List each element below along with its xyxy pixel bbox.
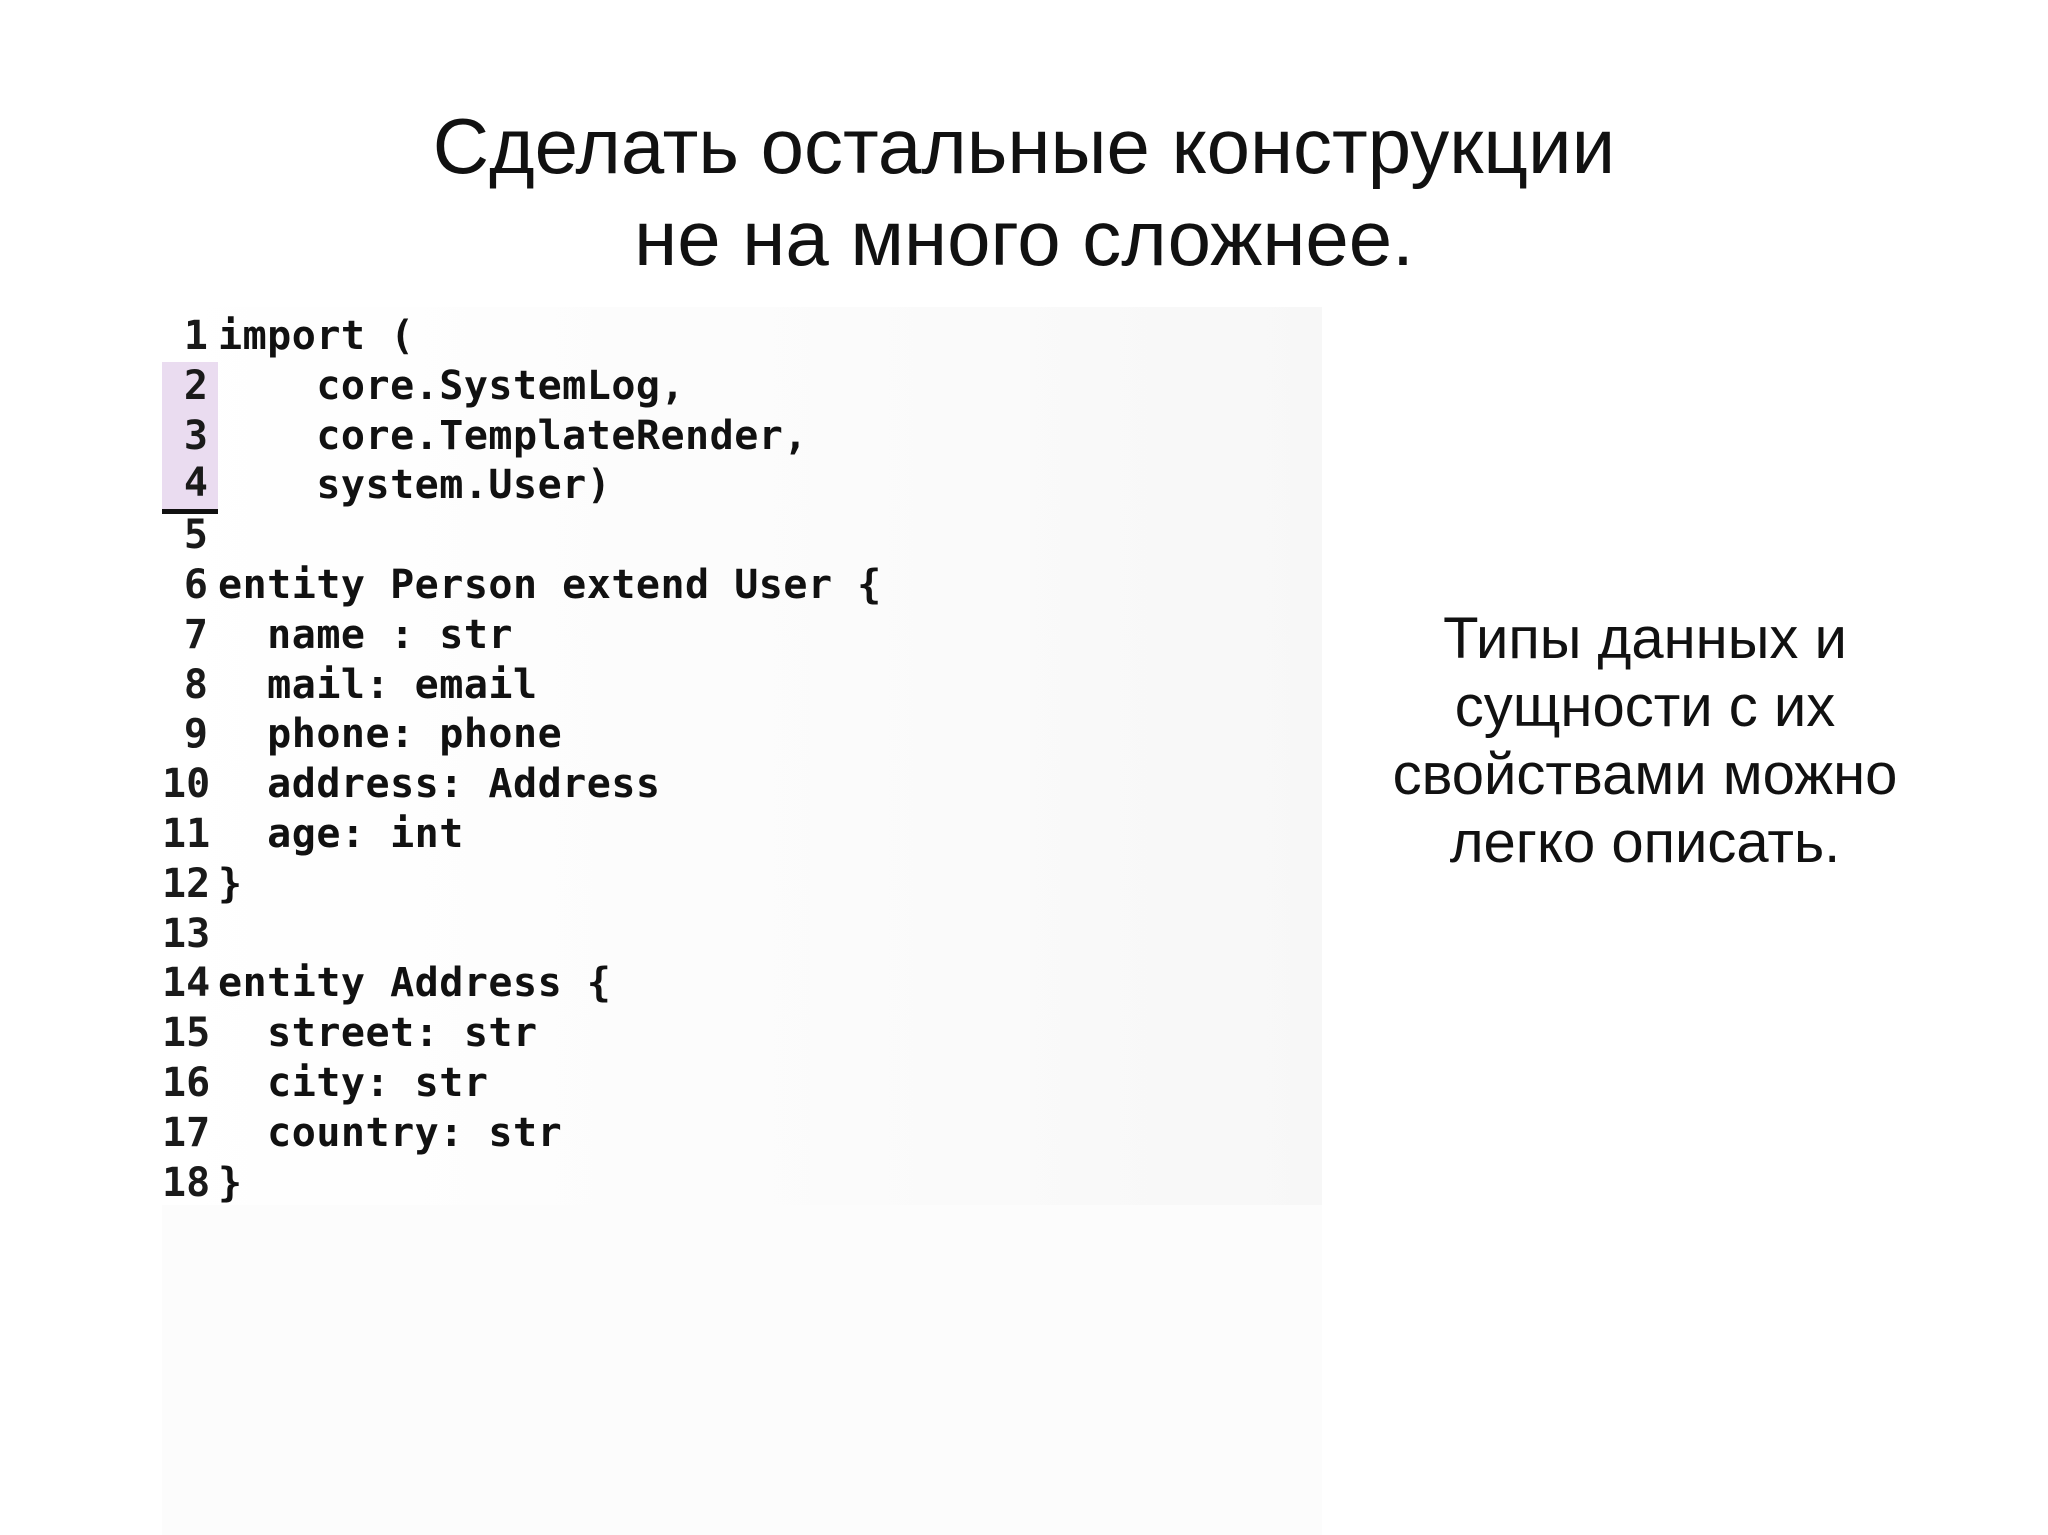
- line-number: 2: [162, 362, 218, 412]
- code-text: system.User): [218, 462, 612, 509]
- code-line: [162, 1059, 882, 1109]
- line-number: 17: [162, 1109, 211, 1156]
- code-line: [162, 860, 882, 910]
- line-number: 14: [162, 960, 211, 1007]
- code-listing: [162, 312, 882, 1208]
- code-line: [162, 511, 882, 561]
- code-line: [162, 611, 882, 661]
- code-line: [162, 461, 882, 511]
- code-text: phone: phone: [218, 711, 563, 758]
- code-text: mail: email: [218, 661, 538, 708]
- code-line: [162, 312, 882, 362]
- slide-title-line-1: Сделать остальные конструкции: [432, 102, 1616, 190]
- code-line: [162, 760, 882, 810]
- code-line: [162, 1159, 882, 1209]
- code-line: [162, 810, 882, 860]
- side-note: [1335, 605, 1955, 877]
- line-number: 4: [162, 459, 218, 514]
- code-text: entity Address {: [218, 960, 612, 1007]
- code-text: core.SystemLog,: [218, 362, 686, 409]
- line-number: 13: [162, 910, 211, 957]
- code-line: [162, 661, 882, 711]
- line-number: 18: [162, 1159, 211, 1206]
- code-line: [162, 910, 882, 960]
- side-note-line-1: Типы данных и: [1443, 606, 1847, 671]
- code-text: age: int: [218, 810, 464, 857]
- code-text: entity Person extend User {: [218, 561, 882, 608]
- side-note-line-4: легко описать.: [1449, 810, 1841, 875]
- code-text: name : str: [218, 611, 513, 658]
- line-number: 9: [183, 711, 208, 758]
- code-line: [162, 710, 882, 760]
- side-note-line-2: сущности с их: [1454, 674, 1836, 739]
- line-number: 12: [162, 860, 211, 907]
- side-note-line-3: свойствами можно: [1392, 742, 1898, 807]
- code-line: [162, 1109, 882, 1159]
- line-number: 16: [162, 1059, 211, 1106]
- code-text: }: [218, 860, 243, 907]
- code-screenshot-lower-area: [162, 1205, 1322, 1535]
- code-text: street: str: [218, 1010, 538, 1057]
- code-text: country: str: [218, 1109, 563, 1156]
- code-line: [162, 959, 882, 1009]
- line-number: 6: [183, 561, 208, 608]
- line-number: 7: [183, 611, 208, 658]
- code-line: [162, 412, 882, 462]
- line-number: 1: [183, 313, 208, 359]
- code-line: [162, 362, 882, 412]
- slide-title: [0, 100, 2048, 284]
- slide-title-line-2: не на много сложнее.: [634, 194, 1414, 282]
- code-text: }: [218, 1159, 243, 1206]
- code-line: [162, 1009, 882, 1059]
- line-number: 15: [162, 1010, 211, 1057]
- line-number: 10: [162, 761, 211, 808]
- code-line: [162, 561, 882, 611]
- line-number: 3: [162, 412, 218, 462]
- line-number: 5: [183, 512, 208, 559]
- code-text: import (: [218, 313, 415, 359]
- code-text: address: Address: [218, 761, 661, 808]
- code-text: core.TemplateRender,: [218, 412, 808, 459]
- line-number: 11: [162, 810, 211, 857]
- line-number: 8: [183, 661, 208, 708]
- code-text: city: str: [218, 1059, 489, 1106]
